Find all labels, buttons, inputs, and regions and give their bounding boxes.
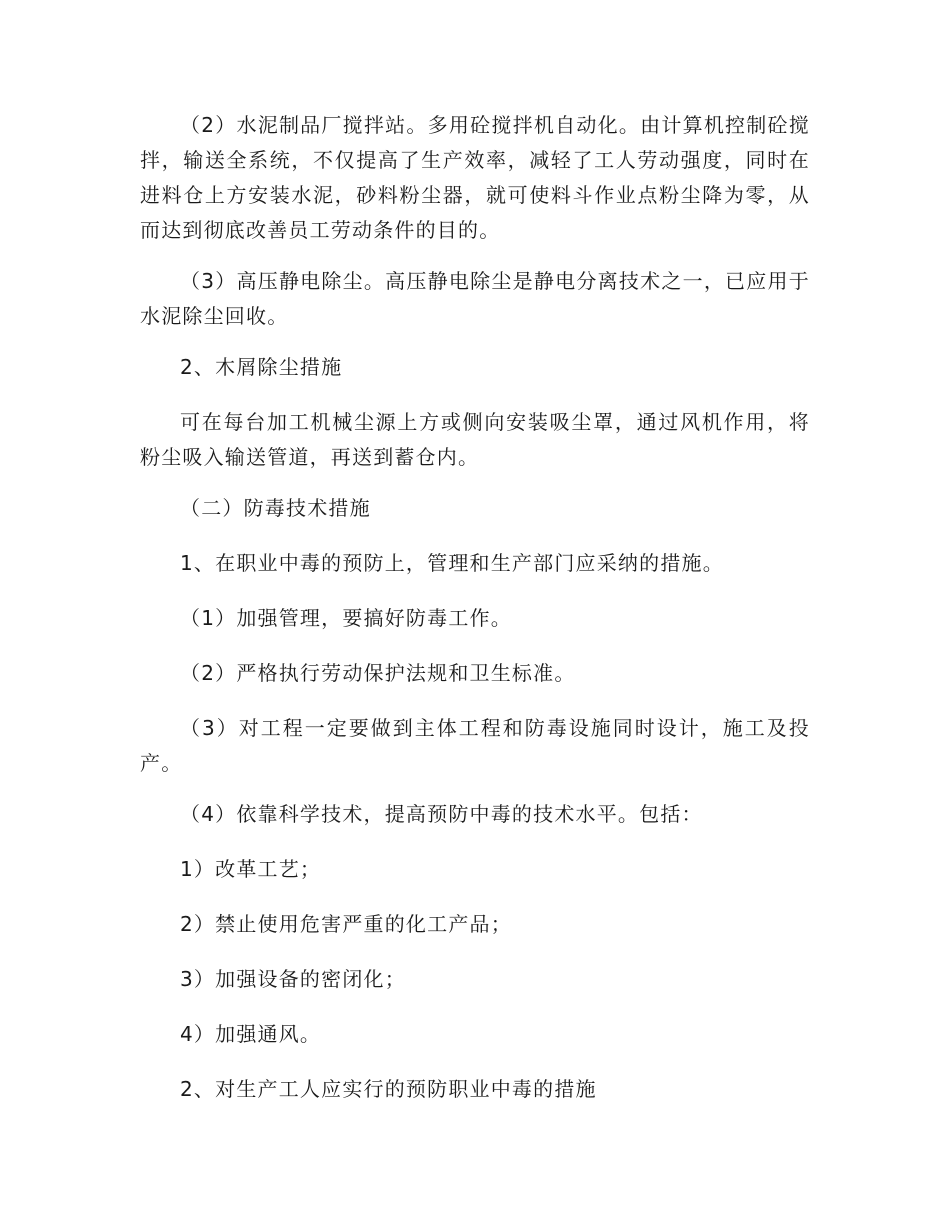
heading-sawdust-measures: 2、木屑除尘措施 <box>180 355 343 379</box>
paragraph-electrostatic-dust: （3）高压静电除尘。高压静电除尘是静电分离技术之一，已应用于水泥除尘回收。 <box>140 269 810 328</box>
list-item-strengthen-management: （1）加强管理，要搞好防毒工作。 <box>180 606 512 630</box>
heading-anti-poison-measures: （二）防毒技术措施 <box>180 496 371 520</box>
list-item-enforce-regulations: （2）严格执行劳动保护法规和卫生标准。 <box>180 661 576 685</box>
paragraph-dust-hood: 可在每台加工机械尘源上方或侧向安装吸尘罩，通过风机作用，将粉尘吸入输送管道，再送到蓄仓内。 <box>140 410 810 469</box>
paragraph-mixing-station: （2）水泥制品厂搅拌站。多用砼搅拌机自动化。由计算机控制砼搅拌，输送全系统，不仅提高了生产效率，减轻了工人劳动强度，同时在进料仓上方安装水泥，砂料粉尘器，就可使料斗作业点粉尘降为零，从而达到彻底改善员工劳动条件的目的。 <box>140 113 810 242</box>
sub-item-ventilation: 4）加强通风。 <box>180 1022 322 1046</box>
list-item-simultaneous-design: （3）对工程一定要做到主体工程和防毒设施同时设计，施工及投产。 <box>140 716 810 775</box>
heading-worker-measures: 2、对生产工人应实行的预防职业中毒的措施 <box>180 1077 597 1101</box>
sub-item-reform-process: 1）改革工艺； <box>180 857 322 881</box>
paragraph-management-measures: 1、在职业中毒的预防上，管理和生产部门应采纳的措施。 <box>180 551 724 575</box>
sub-item-sealing: 3）加强设备的密闭化； <box>180 967 406 991</box>
list-item-science-technology: （4）依靠科学技术，提高预防中毒的技术水平。包括： <box>180 802 703 826</box>
document-page <box>140 108 810 1127</box>
sub-item-ban-hazardous: 2）禁止使用危害严重的化工产品； <box>180 912 512 936</box>
